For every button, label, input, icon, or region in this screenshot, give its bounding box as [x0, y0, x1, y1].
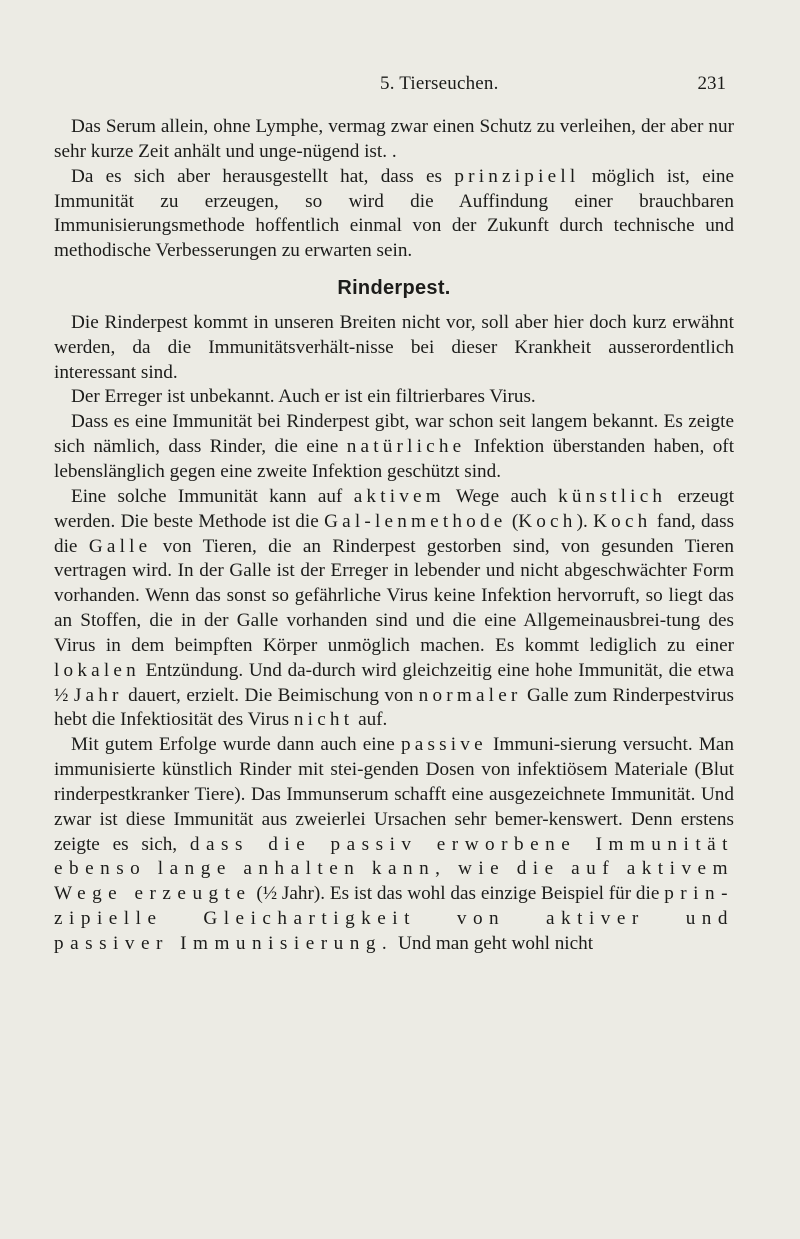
text-run: Mit gutem Erfolge wurde dann auch eine: [71, 734, 395, 756]
spaced-emphasis: aktivem: [353, 485, 445, 507]
spaced-emphasis: Gal-lenmethode: [324, 510, 507, 532]
paragraph: Der Erreger ist unbekannt. Auch er ist ein filtrierbares Virus.: [71, 386, 536, 408]
spaced-emphasis: prin-zipielle Gleichartigkeit von aktiver und passiver Immunisierung.: [54, 883, 735, 954]
text-run: Eine solche Immunität kann auf: [71, 485, 343, 507]
section-heading: Rinderpest.: [337, 277, 451, 300]
text-run: Da es sich aber herausgestellt hat, dass es: [71, 165, 443, 187]
spaced-emphasis: Galle: [88, 535, 152, 557]
spaced-emphasis: dass die passiv erworbene Immunität ebenso lange anhalten kann, wie die auf aktivem Wege erzeugte: [54, 833, 735, 905]
paragraph: [54, 733, 734, 957]
text-run: von Tieren, die an Rinderpest gestorben sind, von gesunden Tieren vertragen wird. In der Galle ist der Erreger in lebender und nicht abgeschwächter Form vorhanden. Wenn das sonst so gefährliche Virus keine Infektion hervorruft, so liegt das an Stoffen, die in der Galle vorhanden sind und die eine Allgemeinausbrei-tung des Virus in dem beimpften Körper unmöglich machen. Es kommt lediglich zu einer: [54, 535, 735, 656]
text-run: Galle zum Rinderpestvirus hebt die Infektiosität des Virus: [54, 684, 735, 731]
paragraph: [54, 165, 734, 264]
spaced-emphasis: Koch: [518, 510, 577, 532]
spaced-emphasis: prinzipiell: [454, 165, 580, 187]
running-header: 5. Tierseuchen.: [380, 73, 499, 94]
paragraph: Die Rinderpest kommt in unseren Breiten nicht vor, soll aber hier doch kurz erwähnt werden, da die Immunitätsverhält-nisse bei dieser Krankheit ausserordentlich interessant sind.: [54, 311, 734, 383]
spaced-emphasis: Jahr: [73, 684, 123, 706]
text-run: fand, dass die: [54, 510, 735, 557]
text-run: auf.: [358, 709, 388, 731]
text-run: ).: [576, 510, 588, 532]
spaced-emphasis: Koch: [593, 510, 652, 532]
spaced-emphasis: lokalen: [54, 659, 140, 681]
text-run: Immuni-sierung versucht. Man immunisierte künstlich Rinder mit stei-genden Dosen von infektiösem Materiale (Blut rinderpestkranker Tiere). Das Immunserum schafft eine ausgezeichnete Immunität. Und zwar ist diese Immunität aus zweierlei Ursachen sehr bemer-kenswert. Denn erstens zeigte es sich,: [54, 734, 734, 855]
text-run: Infektion überstanden haben, oft lebenslänglich gegen eine zweite Infektion geschützt sind.: [54, 436, 735, 482]
paragraph: [54, 485, 734, 733]
spaced-emphasis: nicht: [293, 709, 354, 731]
spaced-emphasis: normaler: [418, 684, 522, 706]
text-run: möglich ist, eine Immunität zu erzeugen, so wird die Auffindung einer brauchbaren Immunisierungsmethode hoffentlich einmal von der Zukunft durch technische und methodische Verbesserungen zu erwarten sein.: [54, 165, 735, 262]
text-run: (: [511, 510, 519, 532]
page-body: [54, 115, 734, 957]
text-run: erzeugt werden. Die beste Methode ist die: [54, 485, 735, 532]
text-run: Wege auch: [455, 485, 547, 507]
text-run: Dass es eine Immunität bei Rinderpest gibt, war schon seit langem bekannt. Es zeigte sich nämlich, dass Rinder, die eine: [54, 411, 734, 458]
paragraph: [54, 410, 734, 485]
spaced-emphasis: passive: [400, 734, 487, 756]
text-run: dauert, erzielt. Die Beimischung von: [128, 684, 414, 706]
spaced-emphasis: natürliche: [346, 436, 466, 458]
page-number: 231: [697, 73, 726, 94]
text-run: Entzündung. Und da-durch wird gleichzeitig eine hohe Immunität, die etwa ½: [54, 659, 734, 706]
paragraph: Das Serum allein, ohne Lymphe, vermag zwar einen Schutz zu verleihen, der aber nur sehr kurze Zeit anhält und unge-nügend ist. .: [54, 116, 734, 162]
text-run: Und man geht wohl nicht: [398, 933, 594, 954]
text-run: (½ Jahr). Es ist das wohl das einzige Beispiel für die: [256, 883, 660, 905]
spaced-emphasis: künstlich: [558, 485, 667, 507]
